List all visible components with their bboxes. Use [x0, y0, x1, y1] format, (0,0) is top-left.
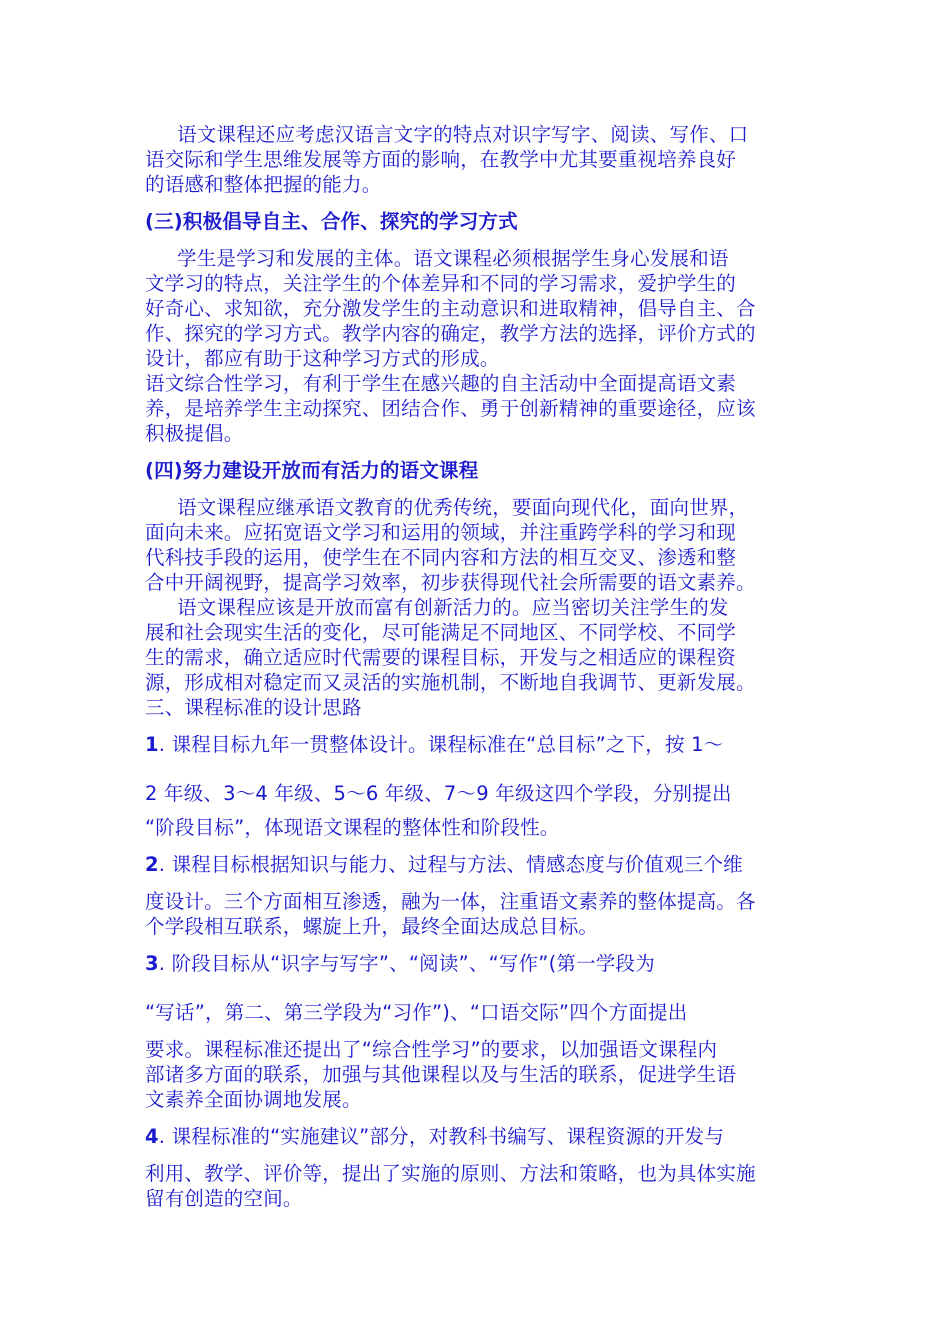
heading-4: (四)努力建设开放而有活力的语文课程 [145, 459, 479, 482]
para5-line4: 源，形成相对稳定而又灵活的实施机制，不断地自我调节、更新发展。 [145, 671, 756, 694]
item2-text1: . 课程目标根据知识与能力、过程与方法、情感态度与价值观三个维 [158, 853, 743, 876]
item4-line3: 留有创造的空间。 [145, 1187, 303, 1210]
para1-line2: 语交际和学生思维发展等方面的影响，在教学中尤其要重视培养良好 [145, 148, 737, 171]
para3-line1: 语文综合性学习，有利于学生在感兴趣的自主活动中全面提高语文素 [145, 372, 737, 395]
item2-line3: 个学段相互联系，螺旋上升，最终全面达成总目标。 [145, 915, 599, 938]
para5-line3: 生的需求，确立适应时代需要的课程目标，开发与之相适应的课程资 [145, 646, 737, 669]
item1-line3: “阶段目标”，体现语文课程的整体性和阶段性。 [145, 816, 560, 839]
item3-text1: . 阶段目标从“识字与写字”、“阅读”、“写作”(第一学段为 [158, 952, 655, 975]
para2-line2: 文学习的特点，关注学生的个体差异和不同的学习需求，爱护学生的 [145, 272, 737, 295]
item3-line4: 部诸多方面的联系，加强与其他课程以及与生活的联系，促进学生语 [145, 1063, 737, 1086]
para2-line1: 学生是学习和发展的主体。语文课程必须根据学生身心发展和语 [177, 247, 729, 270]
para4-line3: 代科技手段的运用，使学生在不同内容和方法的相互交叉、渗透和整 [145, 546, 737, 569]
item1-line1 [145, 732, 810, 757]
para3-line3: 积极提倡。 [145, 422, 244, 445]
item1-line2: 2 年级、3～4 年级、5～6 年级、7～9 年级这四个学段，分别提出 [145, 782, 732, 805]
item2-number: 2 [145, 853, 159, 876]
document-page [145, 122, 810, 1211]
para2-line5: 设计，都应有助于这种学习方式的形成。 [145, 347, 500, 370]
para1-line3: 的语感和整体把握的能力。 [145, 173, 382, 196]
item3-line3: 要求。课程标准还提出了“综合性学习”的要求，以加强语文课程内 [145, 1038, 718, 1061]
item4-text1: . 课程标准的“实施建议”部分，对教科书编写、课程资源的开发与 [158, 1125, 725, 1148]
para4-line1: 语文课程应继承语文教育的优秀传统，要面向现代化，面向世界， [177, 496, 749, 519]
para4-line2: 面向未来。应拓宽语文学习和运用的领域，并注重跨学科的学习和现 [145, 521, 737, 544]
item3-line5: 文素养全面协调地发展。 [145, 1088, 362, 1111]
item3-line2: “写话”，第二、第三学段为“习作”)、“口语交际”四个方面提出 [145, 1001, 688, 1024]
para1-line1: 语文课程还应考虑汉语言文字的特点对识字写字、阅读、写作、口 [177, 123, 749, 146]
item2-line2: 度设计。三个方面相互渗透，融为一体，注重语文素养的整体提高。各 [145, 890, 756, 913]
item4-line1 [145, 1124, 810, 1149]
para3-line2: 养，是培养学生主动探究、团结合作、勇于创新精神的重要途径，应该 [145, 397, 756, 420]
item3-line1 [145, 951, 810, 976]
para5-line2: 展和社会现实生活的变化，尽可能满足不同地区、不同学校、不同学 [145, 621, 737, 644]
section-3-title: 三、课程标准的设计思路 [145, 696, 362, 719]
heading-3: (三)积极倡导自主、合作、探究的学习方式 [145, 210, 518, 233]
para4-line4: 合中开阔视野，提高学习效率，初步获得现代社会所需要的语文素养。 [145, 571, 756, 594]
para2-line3: 好奇心、求知欲，充分激发学生的主动意识和进取精神，倡导自主、合 [145, 297, 756, 320]
item4-number: 4 [145, 1125, 159, 1148]
item1-number: 1 [145, 733, 159, 756]
para5-line1: 语文课程应该是开放而富有创新活力的。应当密切关注学生的发 [177, 596, 729, 619]
item2-line1 [145, 852, 810, 877]
item4-line2: 利用、教学、评价等，提出了实施的原则、方法和策略，也为具体实施 [145, 1162, 756, 1185]
para2-line4: 作、探究的学习方式。教学内容的确定，教学方法的选择，评价方式的 [145, 322, 756, 345]
item3-number: 3 [145, 952, 159, 975]
item1-text1: . 课程目标九年一贯整体设计。课程标准在“总目标”之下，按 1～ [158, 733, 724, 756]
